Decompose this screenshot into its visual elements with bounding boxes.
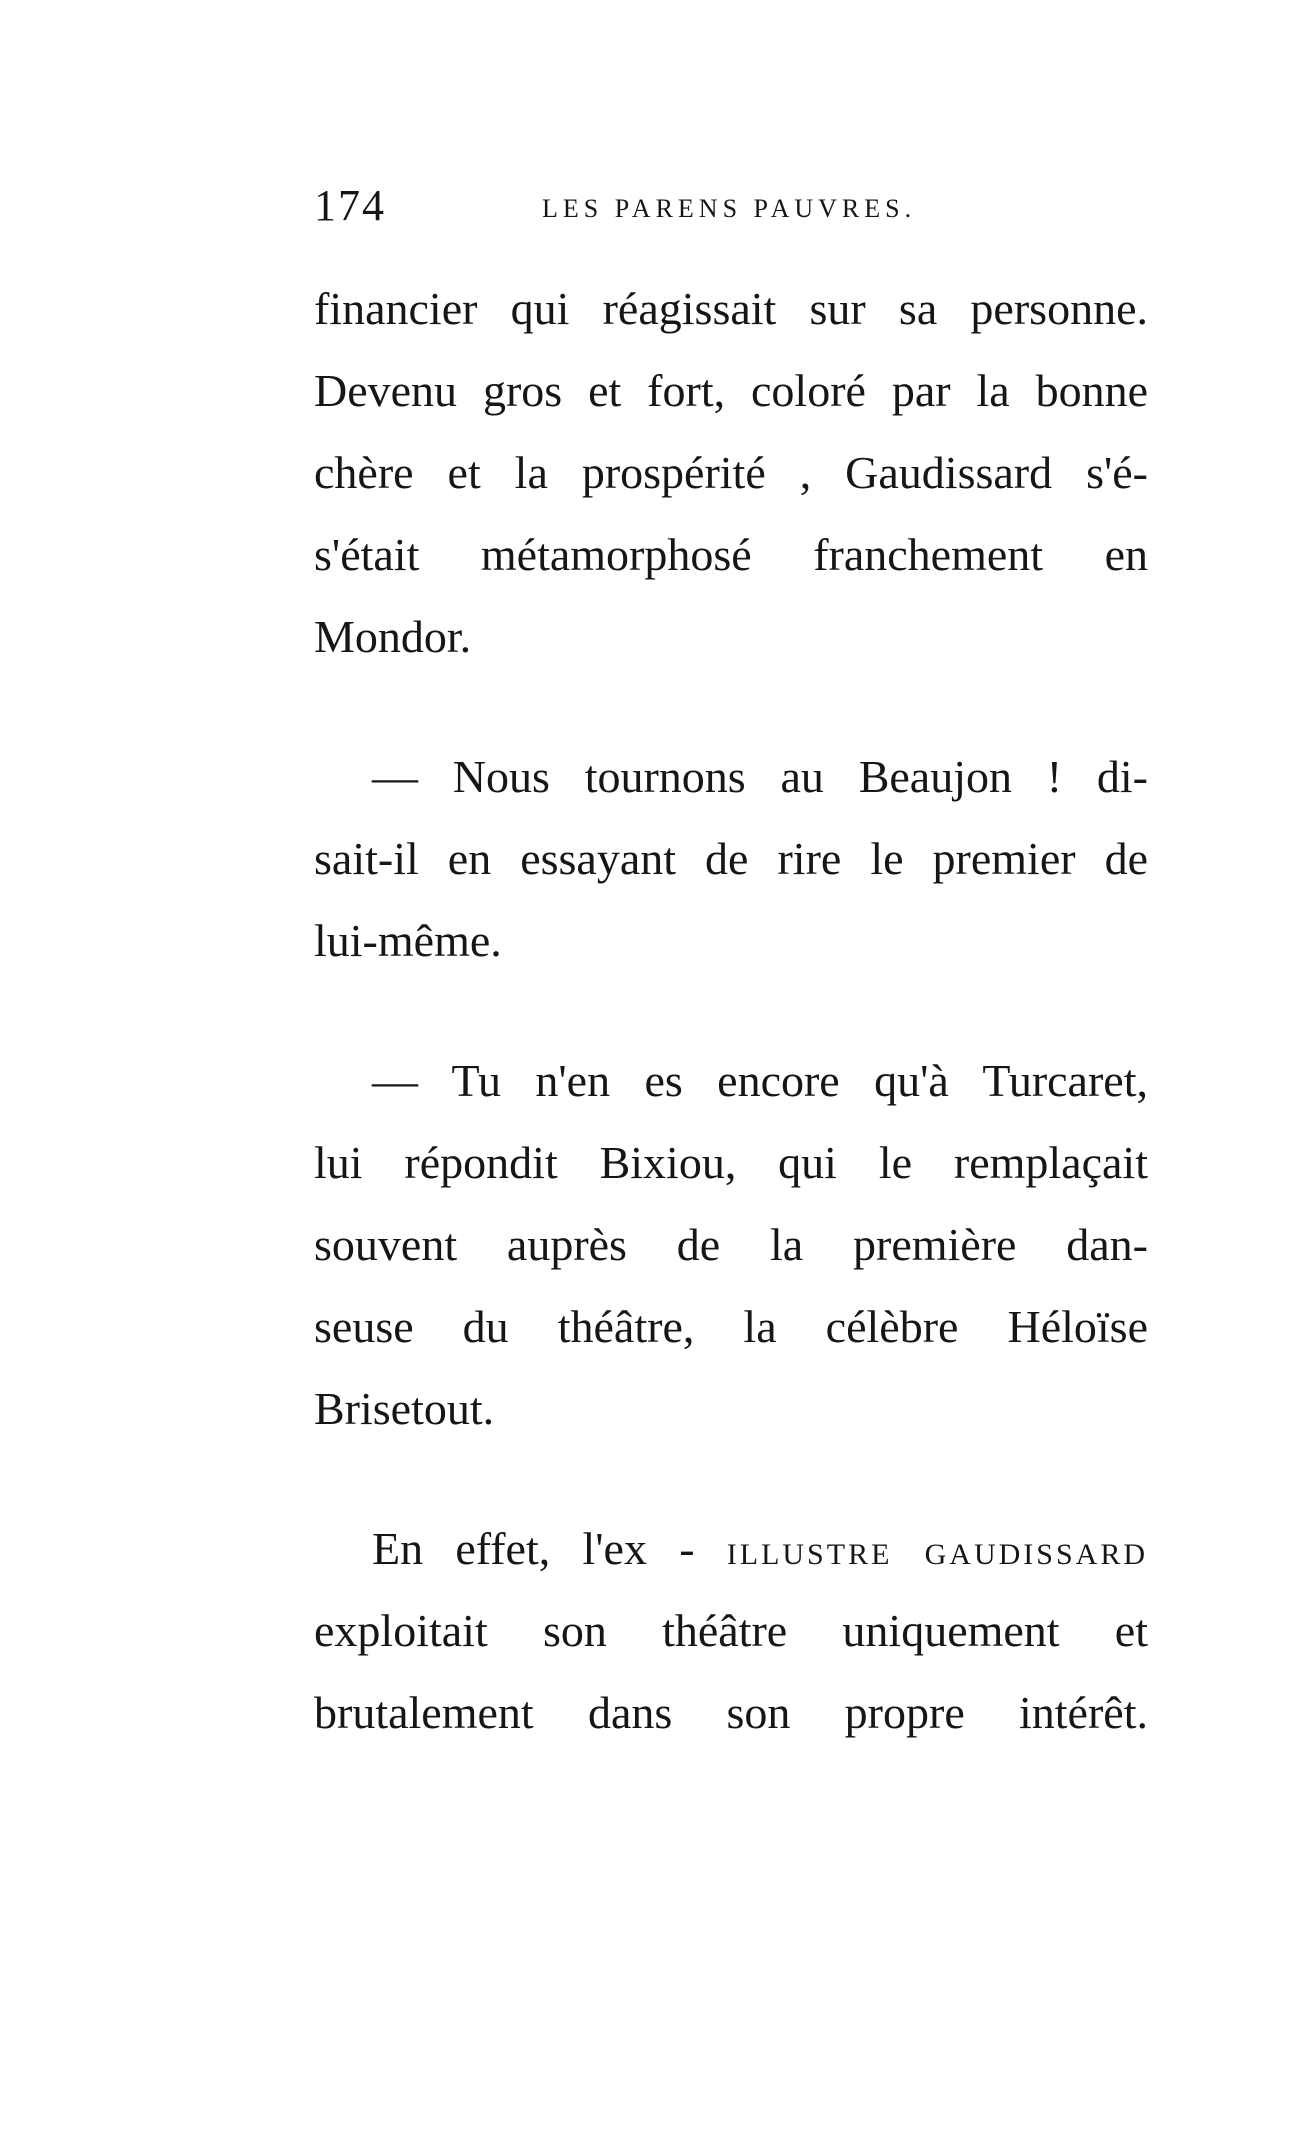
text-line: lui répondit Bixiou, qui le remplaçait — [314, 1137, 1148, 1188]
text-line: exploitait son théâtre uniquement et — [314, 1605, 1148, 1656]
paragraph-gap — [314, 678, 1148, 736]
running-head — [314, 180, 964, 240]
text-line: Mondor. — [314, 611, 472, 662]
text-line: seuse du théâtre, la célèbre Héloïse — [314, 1301, 1148, 1352]
text-line: s'était métamorphosé franchement en — [314, 529, 1148, 580]
text-line: souvent auprès de la première dan- — [314, 1219, 1148, 1270]
text-line: financier qui réagissait sur sa personne. — [314, 283, 1148, 334]
text-line: Brisetout. — [314, 1383, 495, 1434]
smallcaps-word: ILLUSTRE — [726, 1538, 893, 1571]
text-line — [314, 1508, 1148, 1590]
paragraph-gap — [314, 982, 1148, 1040]
body-text — [314, 268, 1148, 1754]
text-line: sait-il en essayant de rire le premier de — [314, 833, 1148, 884]
text-line: chère et la prospérité , Gaudissard s'é- — [314, 447, 1148, 498]
text-line: — Nous tournons au Beaujon ! di- — [372, 751, 1148, 802]
text-line: lui-même. — [314, 915, 502, 966]
running-title: LES PARENS PAUVRES. — [542, 194, 917, 223]
page-number: 174 — [314, 181, 386, 230]
text-fragment: En effet, l'ex - — [372, 1523, 727, 1574]
text-line: brutalement dans son propre intérêt. — [314, 1687, 1148, 1738]
paragraph-gap — [314, 1450, 1148, 1508]
text-line: — Tu n'en es encore qu'à Turcaret, — [372, 1055, 1148, 1106]
smallcaps-name: GAUDISSARD — [924, 1538, 1148, 1571]
text-line: Devenu gros et fort, coloré par la bonne — [314, 365, 1148, 416]
